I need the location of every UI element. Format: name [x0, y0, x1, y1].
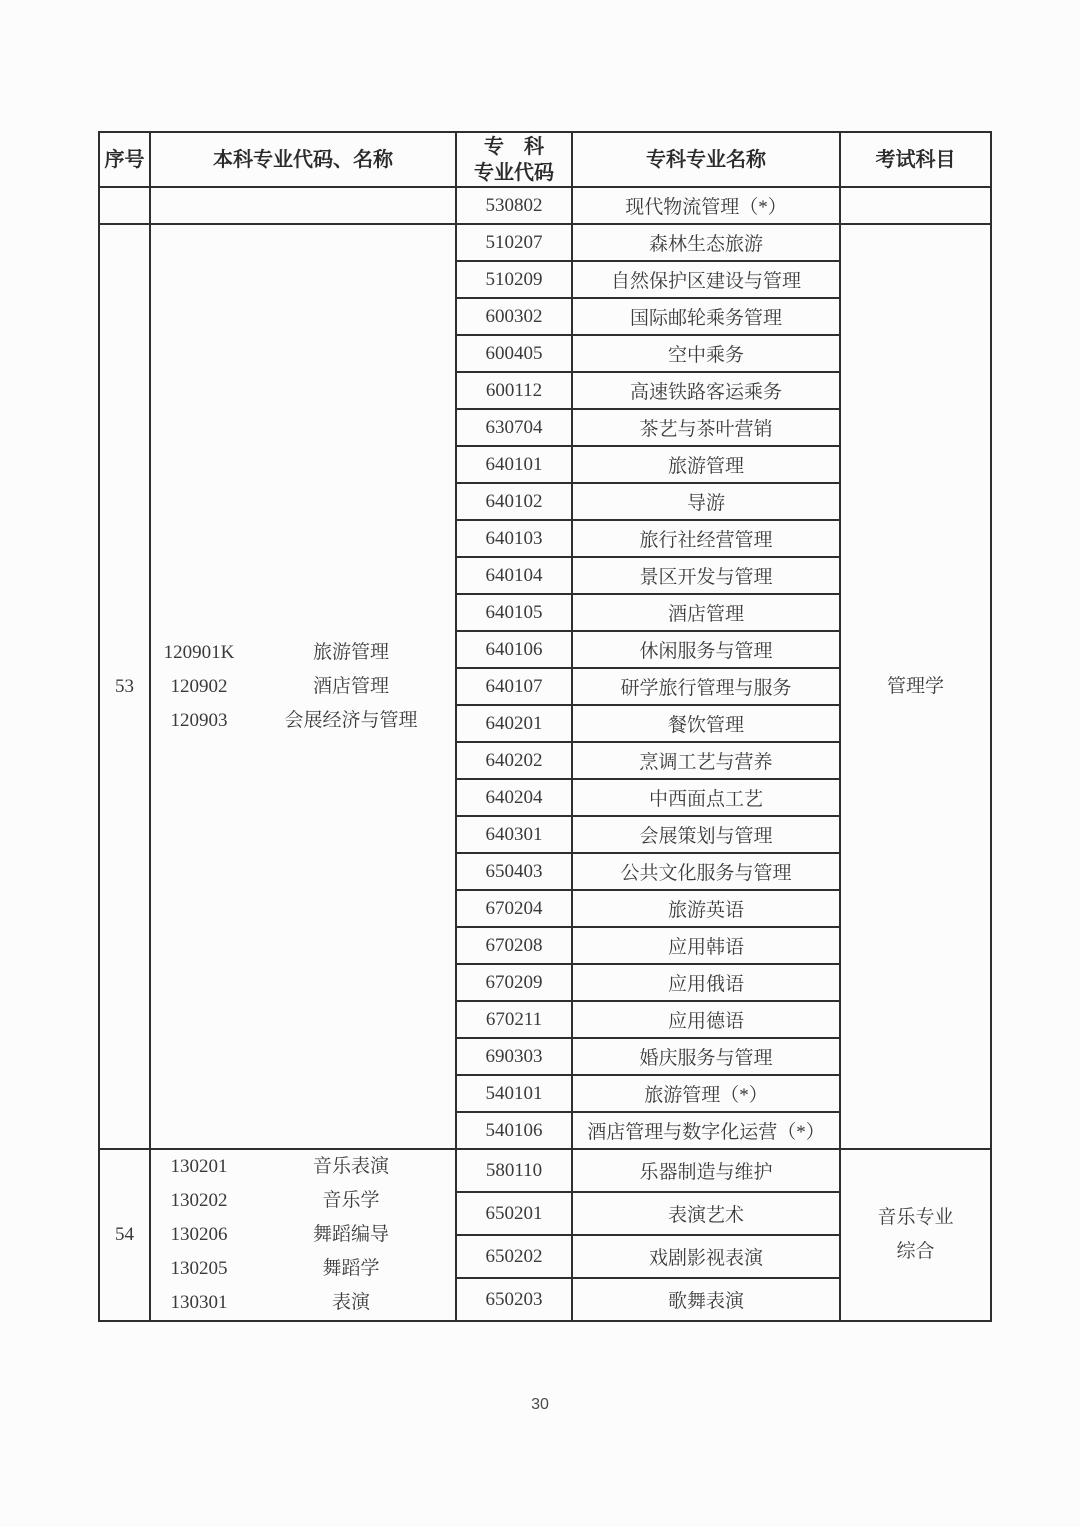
college-major-code: 640102 — [456, 483, 572, 520]
exam-subject-cell — [840, 1149, 991, 1321]
college-major-name: 婚庆服务与管理 — [572, 1038, 840, 1075]
undergrad-major-line — [151, 704, 455, 738]
college-major-code: 600302 — [456, 298, 572, 335]
undergrad-major-name: 表演 — [331, 1292, 370, 1313]
seq-cell: 54 — [99, 1149, 150, 1321]
college-major-name: 空中乘务 — [572, 335, 840, 372]
college-major-name: 旅行社经营管理 — [572, 520, 840, 557]
college-major-code: 650201 — [456, 1192, 572, 1235]
exam-subject-cell — [840, 187, 991, 224]
undergrad-major-name: 音乐学 — [322, 1190, 380, 1211]
college-major-code: 670204 — [456, 890, 572, 927]
college-major-code: 670209 — [456, 964, 572, 1001]
col-header-college-code-line2: 专业代码 — [474, 161, 554, 184]
college-major-code: 640202 — [456, 742, 572, 779]
college-major-name: 自然保护区建设与管理 — [572, 261, 840, 298]
col-header-seq: 序号 — [99, 132, 150, 187]
college-major-name: 应用韩语 — [572, 927, 840, 964]
college-major-code: 630704 — [456, 409, 572, 446]
college-major-name: 应用德语 — [572, 1001, 840, 1038]
exam-subject-line: 综合 — [896, 1241, 935, 1262]
college-major-name: 会展策划与管理 — [572, 816, 840, 853]
college-major-code: 670208 — [456, 927, 572, 964]
college-major-code: 640105 — [456, 594, 572, 631]
undergrad-major-line — [151, 1286, 455, 1320]
table-header — [99, 132, 991, 187]
college-major-code: 640301 — [456, 816, 572, 853]
college-major-name: 应用俄语 — [572, 964, 840, 1001]
seq-cell — [99, 187, 150, 224]
college-major-name: 导游 — [572, 483, 840, 520]
college-major-name: 公共文化服务与管理 — [572, 853, 840, 890]
college-major-code: 640103 — [456, 520, 572, 557]
college-major-code: 640107 — [456, 668, 572, 705]
college-major-code: 640101 — [456, 446, 572, 483]
undergrad-majors-cell — [150, 224, 456, 1149]
college-major-name: 研学旅行管理与服务 — [572, 668, 840, 705]
college-major-name: 现代物流管理（*） — [572, 187, 840, 224]
undergrad-major-line — [151, 1252, 455, 1286]
undergrad-majors-cell — [150, 187, 456, 224]
page-number: 30 — [531, 1396, 549, 1413]
college-major-name: 旅游管理（*） — [572, 1075, 840, 1112]
col-header-college-name: 专科专业名称 — [572, 132, 840, 187]
exam-subject-line: 管理学 — [886, 675, 944, 697]
undergrad-major-code: 130202 — [170, 1190, 228, 1211]
table-body — [99, 187, 991, 1321]
table-row — [99, 224, 991, 261]
table-row — [99, 187, 991, 224]
college-major-name: 歌舞表演 — [572, 1278, 840, 1321]
college-major-name: 酒店管理 — [572, 594, 840, 631]
college-major-name: 旅游管理 — [572, 446, 840, 483]
undergrad-major-code: 120902 — [170, 675, 228, 697]
undergrad-major-name: 舞蹈学 — [322, 1258, 380, 1279]
undergrad-major-code: 120903 — [170, 709, 228, 731]
college-major-name: 休闲服务与管理 — [572, 631, 840, 668]
college-major-code: 690303 — [456, 1038, 572, 1075]
col-header-exam: 考试科目 — [840, 132, 991, 187]
college-major-name: 乐器制造与维护 — [572, 1149, 840, 1192]
undergrad-major-line — [151, 1218, 455, 1252]
undergrad-major-line — [151, 1150, 455, 1184]
college-major-code: 640204 — [456, 779, 572, 816]
college-major-code: 540101 — [456, 1075, 572, 1112]
undergrad-major-code: 130301 — [170, 1292, 228, 1313]
col-header-college-code — [456, 132, 572, 187]
undergrad-major-name: 音乐表演 — [312, 1156, 389, 1177]
college-major-code: 640106 — [456, 631, 572, 668]
college-major-code: 600112 — [456, 372, 572, 409]
col-header-undergrad: 本科专业代码、名称 — [150, 132, 456, 187]
seq-cell: 53 — [99, 224, 150, 1149]
exam-subject-cell — [840, 224, 991, 1149]
college-major-name: 烹调工艺与营养 — [572, 742, 840, 779]
exam-subject-line: 音乐专业 — [877, 1207, 954, 1228]
college-major-name: 戏剧影视表演 — [572, 1235, 840, 1278]
undergrad-major-code: 130205 — [170, 1258, 228, 1279]
undergrad-major-code: 130206 — [170, 1224, 228, 1245]
college-major-code: 600405 — [456, 335, 572, 372]
undergrad-major-name: 会展经济与管理 — [284, 709, 418, 731]
college-major-name: 景区开发与管理 — [572, 557, 840, 594]
college-major-name: 旅游英语 — [572, 890, 840, 927]
header-row — [99, 132, 991, 187]
college-major-name: 表演艺术 — [572, 1192, 840, 1235]
college-major-name: 餐饮管理 — [572, 705, 840, 742]
col-header-college-code-line1: 专 科 — [484, 135, 544, 158]
undergrad-major-code: 130201 — [170, 1156, 228, 1177]
college-major-code: 580110 — [456, 1149, 572, 1192]
college-major-name: 高速铁路客运乘务 — [572, 372, 840, 409]
table-row — [99, 1149, 991, 1192]
undergrad-major-name: 酒店管理 — [312, 675, 389, 697]
college-major-code: 530802 — [456, 187, 572, 224]
college-major-code: 650202 — [456, 1235, 572, 1278]
undergrad-majors-cell — [150, 1149, 456, 1321]
undergrad-major-code: 120901K — [163, 641, 235, 663]
undergrad-major-name: 旅游管理 — [312, 641, 389, 663]
major-mapping-table — [98, 131, 992, 1322]
undergrad-major-line — [151, 670, 455, 704]
college-major-name: 国际邮轮乘务管理 — [572, 298, 840, 335]
college-major-code: 650203 — [456, 1278, 572, 1321]
college-major-code: 510209 — [456, 261, 572, 298]
college-major-code: 510207 — [456, 224, 572, 261]
undergrad-major-line — [151, 636, 455, 670]
college-major-code: 640104 — [456, 557, 572, 594]
college-major-name: 茶艺与茶叶营销 — [572, 409, 840, 446]
college-major-code: 640201 — [456, 705, 572, 742]
college-major-code: 650403 — [456, 853, 572, 890]
undergrad-major-name: 舞蹈编导 — [312, 1224, 389, 1245]
college-major-code: 670211 — [456, 1001, 572, 1038]
undergrad-major-line — [151, 1184, 455, 1218]
college-major-code: 540106 — [456, 1112, 572, 1149]
college-major-name: 中西面点工艺 — [572, 779, 840, 816]
college-major-name: 酒店管理与数字化运营（*） — [572, 1112, 840, 1149]
college-major-name: 森林生态旅游 — [572, 224, 840, 261]
